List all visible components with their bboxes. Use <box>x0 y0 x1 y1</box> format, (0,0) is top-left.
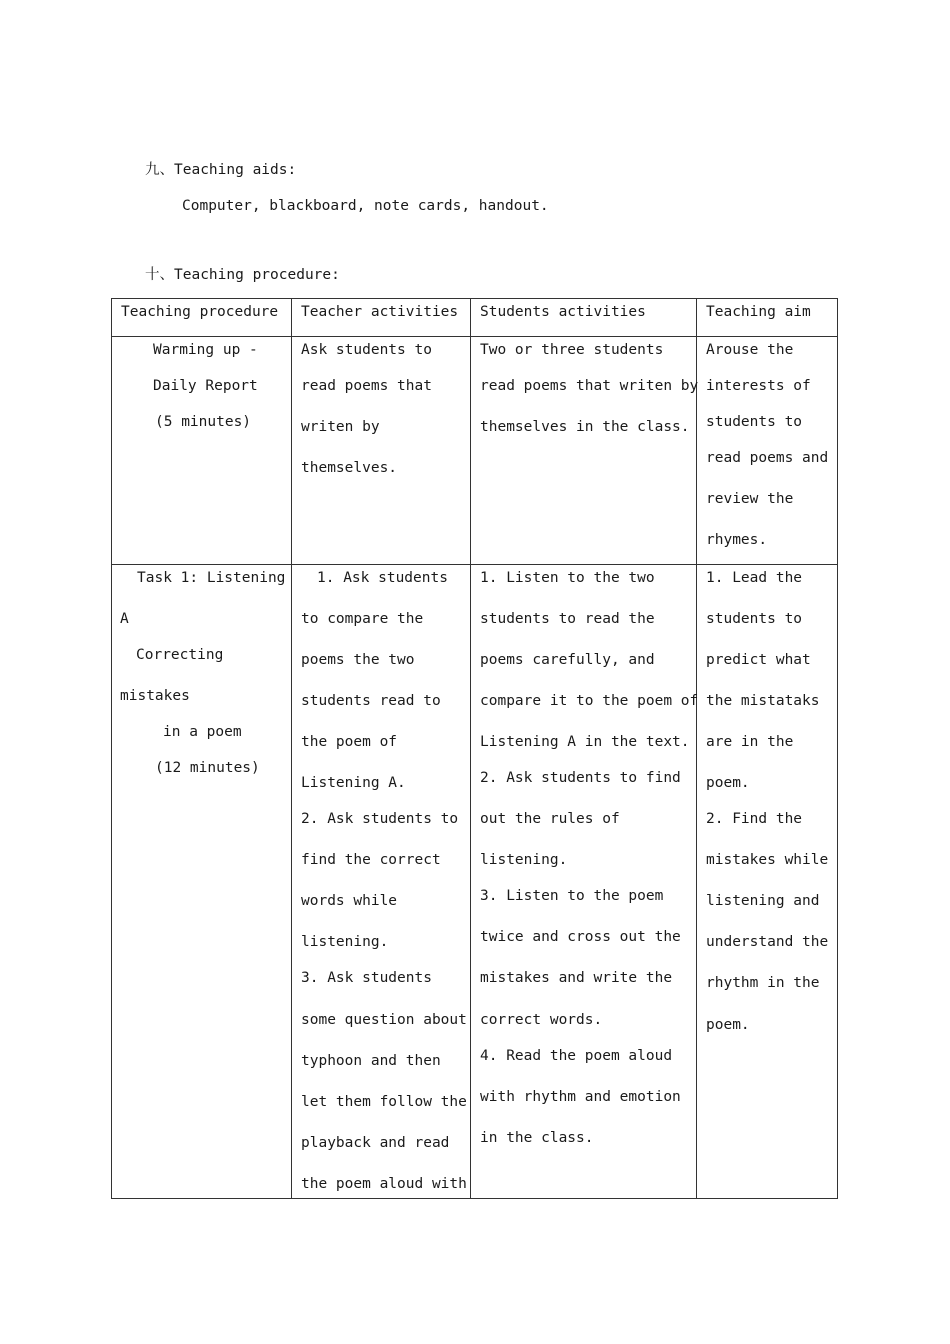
cell-text-line: the poem of <box>301 734 398 750</box>
section9-heading: 九、Teaching aids: <box>145 162 297 178</box>
cell-text-line: read poems that <box>301 378 432 394</box>
cell-text-line: Ask students to <box>301 342 432 358</box>
cell-text-line: 4. Read the poem aloud <box>480 1048 673 1064</box>
cell-text-line: in the class. <box>480 1130 594 1146</box>
cell-text-line: listening. <box>480 852 568 868</box>
cell-text-line: Arouse the <box>706 342 794 358</box>
cell-text-line: Correcting <box>136 647 224 663</box>
teaching-aim-cell <box>697 565 838 1199</box>
procedure-table <box>111 298 838 1199</box>
cell-text-line: listening and <box>706 893 820 909</box>
cell-text-line: out the rules of <box>480 811 620 827</box>
cell-text-line: writen by <box>301 419 380 435</box>
cell-text-line: playback and read <box>301 1135 450 1151</box>
teacher-activities-cell <box>292 565 471 1199</box>
cell-text-line: the mistataks <box>706 693 820 709</box>
cell-text-line: Listening A in the text. <box>480 734 690 750</box>
cell-text-line: interests of <box>706 378 811 394</box>
cell-text-line: review the <box>706 491 794 507</box>
cell-text-line: students to read the <box>480 611 655 627</box>
cell-text-line: read poems that writen by <box>480 378 699 394</box>
cell-text-line: some question about <box>301 1012 467 1028</box>
cell-text-line: words while <box>301 893 398 909</box>
section10-heading: 十、Teaching procedure: <box>145 267 340 283</box>
cell-text-line: typhoon and then <box>301 1053 441 1069</box>
cell-text-line: Teacher activities <box>301 304 459 320</box>
cell-text-line: poems the two <box>301 652 415 668</box>
cell-text-line: 1. Lead the <box>706 570 803 586</box>
cell-text-line: the poem aloud with <box>301 1176 467 1192</box>
cell-text-line: to compare the <box>301 611 424 627</box>
cell-text-line: listening. <box>301 934 389 950</box>
cell-text-line: Listening A. <box>301 775 406 791</box>
cell-text-line: students to <box>706 414 803 430</box>
cell-text-line: Daily Report <box>153 378 258 394</box>
cell-text-line: poems carefully, and <box>480 652 655 668</box>
header-cell <box>471 299 697 337</box>
procedure-cell <box>112 337 292 565</box>
header-cell <box>697 299 838 337</box>
cell-text-line: 3. Ask students <box>301 970 432 986</box>
cell-text-line: students to <box>706 611 803 627</box>
cell-text-line: predict what <box>706 652 811 668</box>
cell-text-line: 2. Ask students to <box>301 811 459 827</box>
teacher-activities-cell <box>292 337 471 565</box>
cell-text-line: compare it to the poem of <box>480 693 699 709</box>
cell-text-line: Two or three students <box>480 342 664 358</box>
section9-body: Computer, blackboard, note cards, handout. <box>182 198 549 214</box>
cell-text-line: mistakes and write the <box>480 970 673 986</box>
cell-text-line: correct words. <box>480 1012 603 1028</box>
header-cell <box>292 299 471 337</box>
cell-text-line: poem. <box>706 1017 750 1033</box>
cell-text-line: 3. Listen to the poem <box>480 888 664 904</box>
cell-text-line: in a poem <box>163 724 242 740</box>
teaching-aim-cell <box>697 337 838 565</box>
students-activities-cell <box>471 565 697 1199</box>
cell-text-line: themselves. <box>301 460 398 476</box>
cell-text-line: mistakes <box>120 688 190 704</box>
procedure-cell <box>112 565 292 1199</box>
cell-text-line: Teaching aim <box>706 304 811 320</box>
cell-text-line: 2. Ask students to find <box>480 770 681 786</box>
cell-text-line: students read to <box>301 693 441 709</box>
cell-text-line: rhymes. <box>706 532 768 548</box>
cell-text-line: 1. Listen to the two <box>480 570 655 586</box>
cell-text-line: let them follow the <box>301 1094 467 1110</box>
table-header-row <box>112 299 838 337</box>
cell-text-line: (12 minutes) <box>155 760 260 776</box>
cell-text-line: with rhythm and emotion <box>480 1089 681 1105</box>
cell-text-line: themselves in the class. <box>480 419 690 435</box>
cell-text-line: Warming up - <box>153 342 258 358</box>
cell-text-line: understand the <box>706 934 829 950</box>
cell-text-line: poem. <box>706 775 750 791</box>
cell-text-line: Task 1: Listening <box>137 570 286 586</box>
cell-text-line: find the correct <box>301 852 441 868</box>
cell-text-line: 1. Ask students <box>317 570 448 586</box>
cell-text-line: are in the <box>706 734 794 750</box>
cell-text-line: rhythm in the <box>706 975 820 991</box>
cell-text-line: mistakes while <box>706 852 829 868</box>
cell-text-line: twice and cross out the <box>480 929 681 945</box>
table-row <box>112 565 838 1199</box>
students-activities-cell <box>471 337 697 565</box>
table-row <box>112 337 838 565</box>
cell-text-line: read poems and <box>706 450 829 466</box>
cell-text-line: Students activities <box>480 304 646 320</box>
cell-text-line: 2. Find the <box>706 811 803 827</box>
header-cell <box>112 299 292 337</box>
cell-text-line: A <box>120 611 129 627</box>
cell-text-line: (5 minutes) <box>155 414 252 430</box>
cell-text-line: Teaching procedure <box>121 304 279 320</box>
